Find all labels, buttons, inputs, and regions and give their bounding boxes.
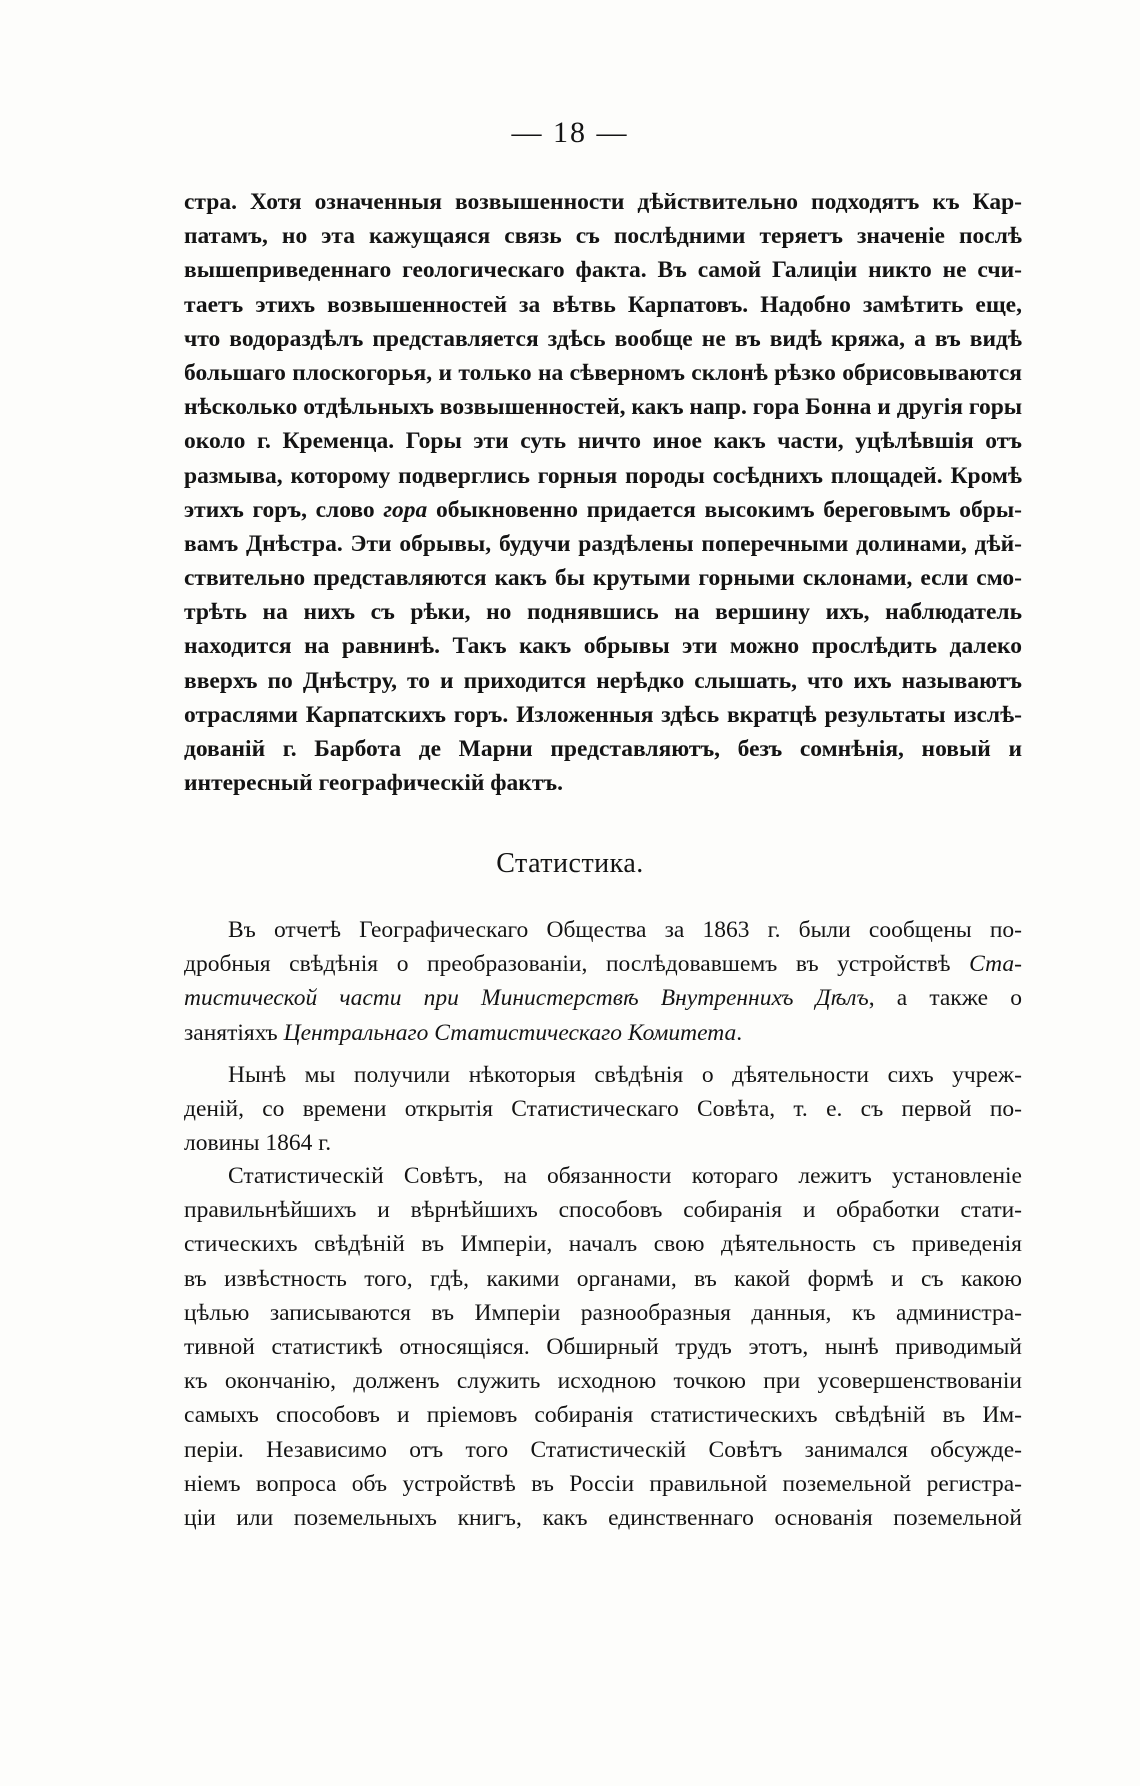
text-line: отраслями Карпатскихъ горъ. Изложенныя здѣсь вкратцѣ результаты изслѣ- <box>184 701 1022 728</box>
section-heading: Статистика. <box>496 848 644 879</box>
italic-term: гора <box>383 496 428 523</box>
text-line: размыва, которому подверглись горныя породы сосѣднихъ площадей. Кромѣ <box>184 462 1022 489</box>
text-line: интересный географическій фактъ. <box>184 770 563 797</box>
text-line <box>184 1016 1022 1050</box>
text-line: вверхъ по Днѣстру, то и приходится нерѣдко слышать, что ихъ называютъ <box>184 667 1022 694</box>
text-line: большаго плоскогорья, и только на сѣверномъ склонѣ рѣзко обрисовываются <box>184 359 1022 386</box>
text-line <box>184 493 1022 527</box>
text-fragment: дробныя свѣдѣнія о преобразованіи, послѣдовавшемъ въ устройствѣ <box>184 951 970 978</box>
text-line: ствительно представляются какъ бы крутыми горными склонами, если смо- <box>184 565 1022 592</box>
text-line: тивной статистикѣ относящіяся. Обширный трудъ этотъ, нынѣ приводимый <box>184 1333 1022 1360</box>
text-line: вамъ Днѣстра. Эти обрывы, будучи раздѣлены поперечными долинами, дѣй- <box>184 530 1022 557</box>
italic-term: Ста- <box>969 951 1022 978</box>
text-fragment: , а также о <box>868 985 1022 1012</box>
text-line: патамъ, но эта кажущаяся связь съ послѣдними теряетъ значеніе послѣ <box>184 223 1022 250</box>
text-fragment: обыкновенно придается высокимъ береговымъ обры- <box>427 496 1023 523</box>
text-line: въ извѣстность того, гдѣ, какими органами, въ какой формѣ и съ какою <box>184 1265 1022 1292</box>
text-line: вышеприведеннаго геологическаго факта. Въ самой Галиціи никто не счи- <box>184 257 1022 284</box>
text-line: къ окончанію, долженъ служить исходною точкою при усовершенствованіи <box>184 1368 1022 1395</box>
italic-term: тистической части при Министерствѣ Внутреннихъ Дѣлъ <box>184 985 869 1012</box>
text-line: самыхъ способовъ и пріемовъ собиранія статистическихъ свѣдѣній въ Им- <box>184 1402 1022 1429</box>
text-line: около г. Кременца. Горы эти суть ничто иное какъ части, уцѣлѣвшія отъ <box>184 428 1022 455</box>
text-line: ніемъ вопроса объ устройствѣ въ Россіи правильной поземельной регистра- <box>184 1470 1022 1497</box>
text-fragment: этихъ горъ, слово <box>184 496 384 523</box>
paragraph-new-info <box>184 1058 1022 1161</box>
text-fragment: занятіяхъ <box>184 1019 284 1046</box>
text-line: ловины 1864 г. <box>184 1130 332 1157</box>
text-line: правильнѣйшихъ и вѣрнѣйшихъ способовъ собиранія и обработки стати- <box>184 1197 1022 1224</box>
text-line: деній, со времени открытія Статистическаго Совѣта, т. е. съ первой по- <box>184 1096 1022 1123</box>
text-line <box>184 947 1022 981</box>
text-line: стическихъ свѣдѣній въ Имперіи, началъ свою дѣятельность съ приведенія <box>184 1231 1022 1258</box>
text-line: цѣлью записываются въ Имперіи разнообразныя данныя, къ администра- <box>184 1299 1022 1326</box>
text-line: таетъ этихъ возвышенностей за вѣтвь Карпатовъ. Надобно замѣтить еще, <box>184 291 1022 318</box>
text-line <box>184 981 1022 1015</box>
text-line: нѣсколько отдѣльныхъ возвышенностей, какъ напр. гора Бонна и другія горы <box>184 394 1023 421</box>
paragraph-geology <box>184 185 1022 800</box>
text-line: стра. Хотя означенныя возвышенности дѣйствительно подходятъ къ Кар- <box>184 189 1022 215</box>
text-line: Нынѣ мы получили нѣкоторыя свѣдѣнія о дѣятельности сихъ учреж- <box>228 1062 1022 1088</box>
text-line: ціи или поземельныхъ книгъ, какъ единственнаго основанія поземельной <box>184 1504 1022 1531</box>
text-line: періи. Независимо отъ того Статистическій Совѣтъ занимался обсужде- <box>184 1436 1022 1463</box>
text-line: Въ отчетѣ Географическаго Общества за 1863 г. были сообщены по- <box>228 917 1022 943</box>
text-line: Статистическій Совѣтъ, на обязанности котораго лежитъ установленіе <box>228 1163 1022 1189</box>
text-line: дованій г. Барбота де Марни представляютъ, безъ сомнѣнія, новый и <box>184 736 1022 762</box>
text-fragment: . <box>736 1019 743 1046</box>
paragraph-report <box>184 913 1022 1050</box>
italic-term: Центральнаго Статистическаго Комитета <box>283 1019 737 1046</box>
page-number: — 18 — <box>511 116 629 149</box>
text-line: находится на равнинѣ. Такъ какъ обрывы эти можно прослѣдить далеко <box>184 633 1022 660</box>
text-line: трѣть на нихъ съ рѣки, но поднявшись на вершину ихъ, наблюдатель <box>184 599 1022 626</box>
paragraph-council <box>184 1159 1022 1535</box>
text-line: что водораздѣлъ представляется здѣсь вообще не въ видѣ кряжа, а въ видѣ <box>184 325 1022 352</box>
